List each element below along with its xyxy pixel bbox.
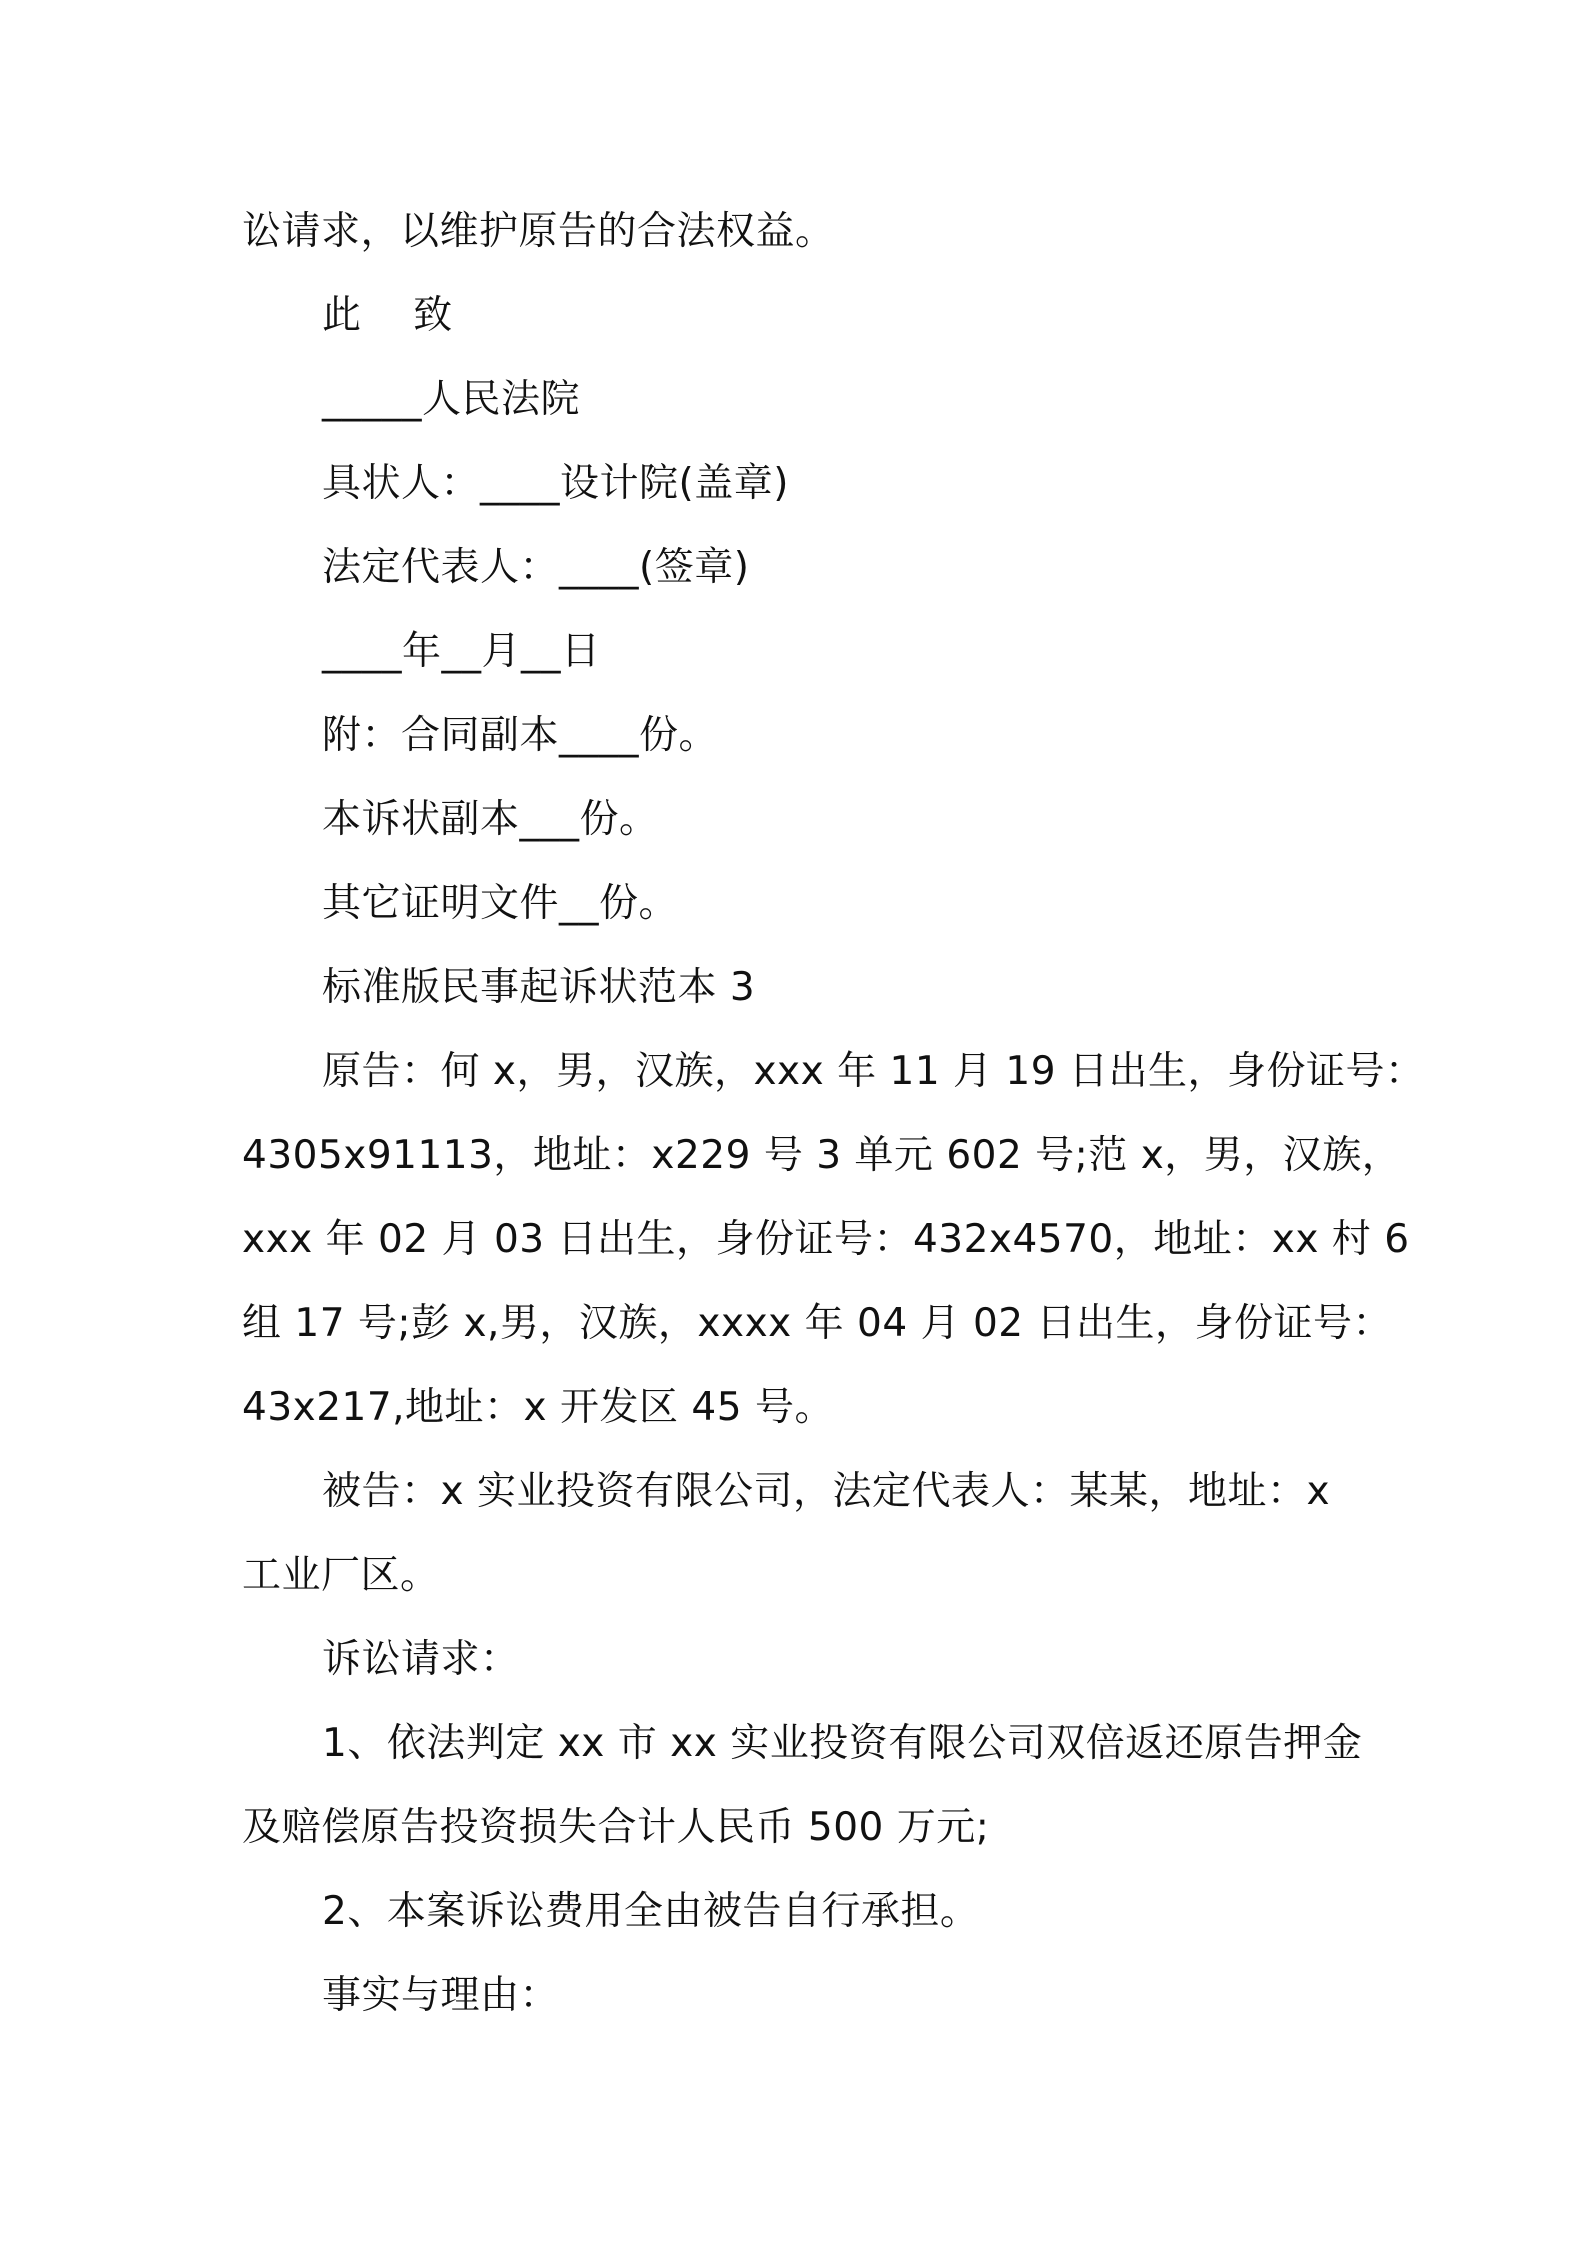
plaintiff-line: xxx 年 02 月 03 日出生，身份证号：432x4570，地址：xx 村 6 — [242, 1217, 1410, 1262]
plaintiff-line: 43x217,地址：x 开发区 45 号。 — [242, 1385, 834, 1430]
plaintiff-line: 原告：何 x，男，汉族，xxx 年 11 月 19 日出生，身份证号： — [322, 1049, 1425, 1094]
plaintiff-line: 组 17 号;彭 x,男，汉族，xxxx 年 04 月 02 日出生，身份证号： — [242, 1301, 1392, 1346]
legal-representative-line: 法定代表人：____(签章) — [322, 545, 750, 590]
court-line: _____人民法院 — [322, 377, 581, 422]
attachment-line: 本诉状副本___份。 — [322, 797, 659, 842]
text-line: 讼请求，以维护原告的合法权益。 — [242, 209, 835, 254]
claim-line: 及赔偿原告投资损失合计人民币 500 万元; — [242, 1805, 990, 1850]
claim-line: 2、本案诉讼费用全由被告自行承担。 — [322, 1889, 980, 1934]
defendant-line: 工业厂区。 — [242, 1553, 440, 1598]
document-body — [242, 190, 1425, 2038]
attachment-line: 其它证明文件__份。 — [322, 881, 679, 926]
filer-line: 具状人：____设计院(盖章) — [322, 461, 789, 506]
section-title: 标准版民事起诉状范本 3 — [322, 965, 756, 1010]
date-line: ____年__月__日 — [322, 629, 601, 674]
claims-heading: 诉讼请求： — [322, 1637, 520, 1682]
facts-heading: 事实与理由： — [322, 1973, 560, 2018]
claim-line: 1、依法判定 xx 市 xx 实业投资有限公司双倍返还原告押金 — [322, 1721, 1363, 1766]
plaintiff-line: 4305x91113，地址：x229 号 3 单元 602 号;范 x，男，汉族， — [242, 1133, 1402, 1178]
attachment-line: 附：合同副本____份。 — [322, 713, 719, 758]
defendant-line: 被告：x 实业投资有限公司，法定代表人：某某，地址：x — [322, 1469, 1331, 1514]
salutation-line: 此 致 — [322, 293, 453, 338]
